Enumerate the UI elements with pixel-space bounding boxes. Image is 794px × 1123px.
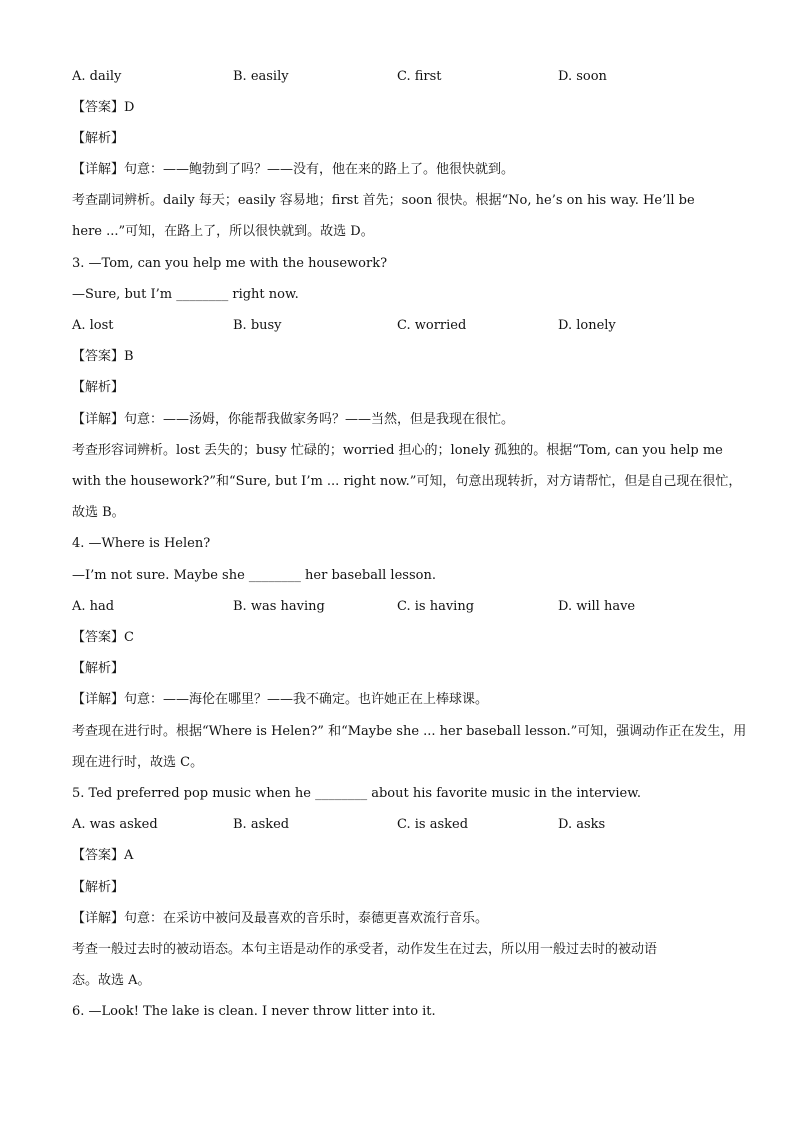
q2-option-a: A. daily [72, 69, 122, 84]
q3-answer: 【答案】B [72, 349, 134, 364]
q4-option-c: C. is having [397, 599, 475, 614]
q2-analysis-heading: 【解析】 [72, 131, 125, 146]
q3-stem-line-2: —Sure, but I’m ________ right now. [72, 287, 299, 302]
q5-stem-line-1: 5. Ted preferred pop music when he ________ about his favorite music in the interview. [72, 786, 641, 801]
q6-stem-line-1: 6. —Look! The lake is clean. I never throw litter into it. [72, 1004, 436, 1019]
q3-option-a: A. lost [72, 318, 114, 333]
q5-answer: 【答案】A [72, 848, 134, 863]
q4-option-d: D. will have [558, 599, 636, 614]
q4-analysis-heading: 【解析】 [72, 661, 125, 676]
q2-explanation-line-1: 考查副词辨析。daily 每天；easily 容易地；first 首先；soon 很快。根据“No, he’s on his way. He’ll be [72, 193, 695, 208]
q3-detail: 【详解】句意：——汤姆，你能帮我做家务吗？——当然，但是我现在很忙。 [72, 412, 515, 427]
q4-option-b: B. was having [233, 599, 325, 614]
q4-explanation-line-2: 现在进行时，故选 C。 [72, 755, 204, 770]
q2-detail: 【详解】句意：——鲍勃到了吗？——没有，他在来的路上了。他很快就到。 [72, 162, 515, 177]
q5-option-d: D. asks [558, 817, 606, 832]
q4-detail: 【详解】句意：——海伦在哪里？——我不确定。也许她正在上棒球课。 [72, 692, 489, 707]
q3-analysis-heading: 【解析】 [72, 380, 125, 395]
q4-explanation-line-1: 考查现在进行时。根据“Where is Helen?” 和“Maybe she ... her baseball lesson.”可知，强调动作正在发生，用 [72, 724, 747, 739]
q4-stem-line-1: 4. —Where is Helen? [72, 536, 211, 551]
q5-explanation-line-2: 态。故选 A。 [72, 973, 151, 988]
q4-answer: 【答案】C [72, 630, 134, 645]
q3-explanation-line-2: with the housework?”和“Sure, but I’m ... right now.”可知，句意出现转折，对方请帮忙，但是自己现在很忙， [72, 474, 742, 489]
q3-option-d: D. lonely [558, 318, 616, 333]
q2-option-b: B. easily [233, 69, 289, 84]
q5-option-a: A. was asked [72, 817, 158, 832]
q5-option-c: C. is asked [397, 817, 469, 832]
q3-option-c: C. worried [397, 318, 467, 333]
q2-explanation-line-2: here ...”可知，在路上了，所以很快就到。故选 D。 [72, 224, 374, 239]
q5-explanation-line-1: 考查一般过去时的被动语态。本句主语是动作的承受者，动作发生在过去，所以用一般过去时的被动语 [72, 942, 658, 957]
q5-analysis-heading: 【解析】 [72, 880, 125, 895]
q3-explanation-line-3: 故选 B。 [72, 505, 125, 520]
q3-option-b: B. busy [233, 318, 282, 333]
q2-answer: 【答案】D [72, 100, 135, 115]
q3-stem-line-1: 3. —Tom, can you help me with the housework? [72, 256, 388, 271]
q2-option-c: C. first [397, 69, 442, 84]
q2-option-d: D. soon [558, 69, 607, 84]
q5-detail: 【详解】句意：在采访中被问及最喜欢的音乐时，泰德更喜欢流行音乐。 [72, 911, 489, 926]
q5-option-b: B. asked [233, 817, 290, 832]
q3-explanation-line-1: 考查形容词辨析。lost 丢失的；busy 忙碌的；worried 担心的；lonely 孤独的。根据“Tom, can you help me [72, 443, 723, 458]
q4-option-a: A. had [72, 599, 115, 614]
q4-stem-line-2: —I’m not sure. Maybe she ________ her baseball lesson. [72, 568, 436, 583]
